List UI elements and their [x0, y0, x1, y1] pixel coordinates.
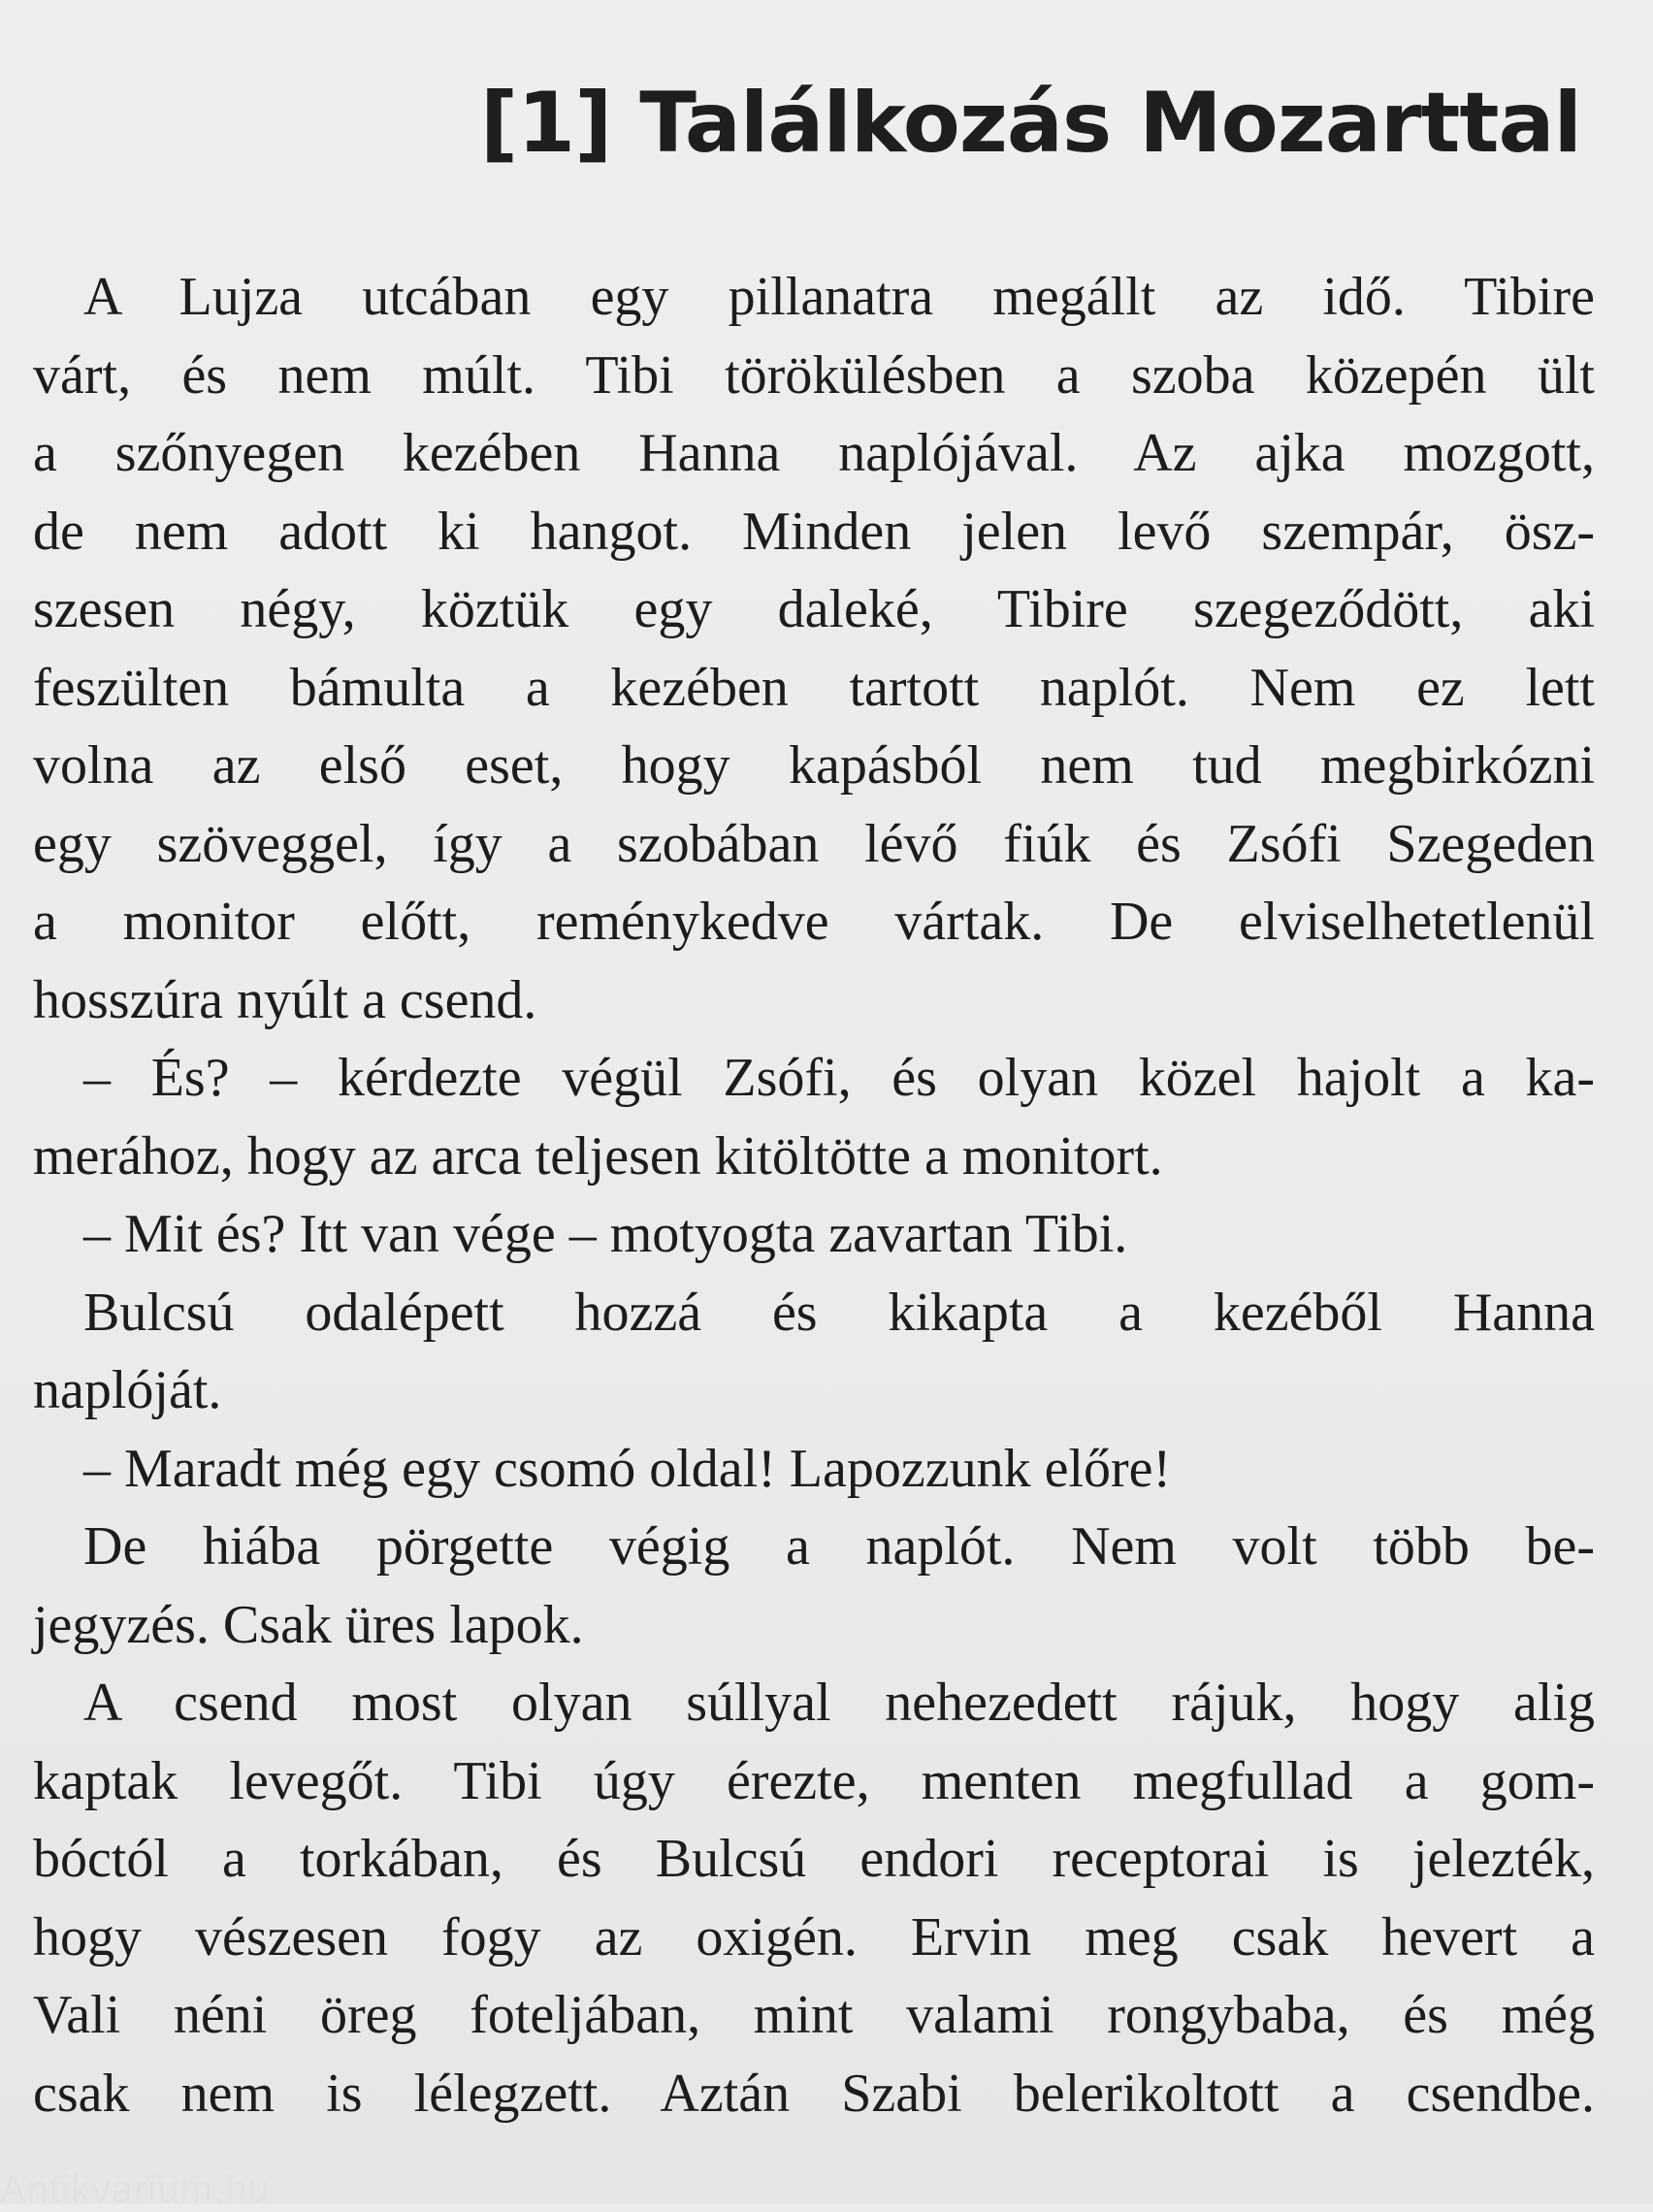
text-line: jegyzés. Csak üres lapok. — [33, 1594, 584, 1655]
text-line: – És? – kérdezte végül Zsófi, és olyan közel hajolt a ka- — [83, 1048, 1595, 1108]
text-line: Bulcsú odalépett hozzá és kikapta a kezéből Hanna — [83, 1282, 1595, 1343]
text-line: csak nem is lélegzett. Aztán Szabi belerikoltott a csendbe. — [33, 2063, 1595, 2124]
text-line: De hiába pörgette végig a naplót. Nem volt több be- — [83, 1516, 1595, 1577]
chapter-title: [1] Találkozás Mozarttal — [479, 75, 1581, 172]
text-line: A Lujza utcában egy pillanatra megállt az idő. Tibire — [83, 267, 1595, 327]
text-line: naplóját. — [33, 1360, 222, 1420]
text-line: de nem adott ki hangot. Minden jelen levő szempár, ösz- — [33, 501, 1595, 562]
text-line: egy szöveggel, így a szobában lévő fiúk és Zsófi Szegeden — [33, 813, 1595, 874]
text-line: volna az első eset, hogy kapásból nem tud megbirkózni — [33, 735, 1595, 796]
text-line: a szőnyegen kezében Hanna naplójával. Az ajka mozgott, — [33, 423, 1595, 483]
text-line: – Maradt még egy csomó oldal! Lapozzunk előre! — [83, 1438, 1172, 1499]
watermark: Antikvarium.hu — [0, 2168, 271, 2211]
text-line: A csend most olyan súllyal nehezedett rájuk, hogy alig — [83, 1673, 1595, 1733]
body-text — [33, 258, 1595, 2132]
text-line: bóctól a torkában, és Bulcsú endori receptorai is jelezték, — [33, 1829, 1595, 1889]
text-line: – Mit és? Itt van vége – motyogta zavartan Tibi. — [83, 1204, 1128, 1264]
text-line: várt, és nem múlt. Tibi törökülésben a szoba közepén ült — [33, 344, 1595, 406]
text-line: a monitor előtt, reménykedve vártak. De elviselhetetlenül — [33, 892, 1595, 952]
text-line: feszülten bámulta a kezében tartott naplót. Nem ez lett — [33, 657, 1595, 718]
text-line: merához, hogy az arca teljesen kitöltötte a monitort. — [33, 1125, 1163, 1187]
text-line: hogy vészesen fogy az oxigén. Ervin meg csak hevert a — [33, 1906, 1595, 1968]
text-line: hosszúra nyúlt a csend. — [33, 969, 537, 1030]
text-line: Vali néni öreg foteljában, mint valami rongybaba, és még — [33, 1985, 1595, 2045]
text-line: kaptak levegőt. Tibi úgy érezte, menten megfullad a gom- — [33, 1750, 1595, 1811]
text-line: szesen négy, köztük egy daleké, Tibire szegeződött, aki — [33, 579, 1595, 639]
